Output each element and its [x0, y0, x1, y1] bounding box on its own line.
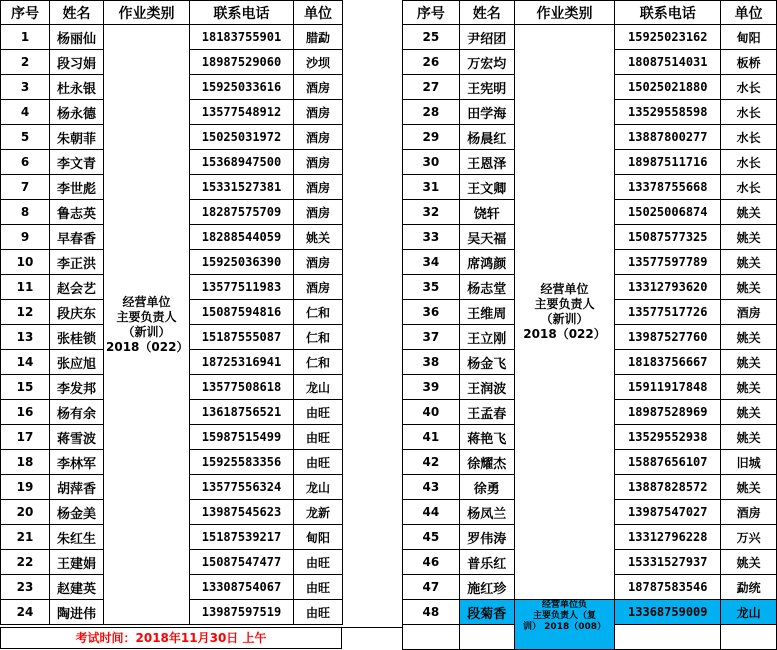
- row-name: 鲁志英: [50, 200, 104, 225]
- header-phone: 联系电话: [190, 1, 294, 25]
- row-unit: 仁和: [294, 350, 343, 375]
- row-unit: 姚关: [721, 375, 777, 400]
- header-category: 作业类别: [514, 1, 615, 25]
- row-name: 李发邦: [50, 375, 104, 400]
- row-unit: 姚关: [721, 425, 777, 450]
- row-unit: 酒房: [294, 150, 343, 175]
- row-phone: 15887656107: [615, 450, 721, 475]
- row-no: 33: [403, 225, 460, 250]
- header-category: 作业类别: [104, 1, 190, 25]
- row-phone: 15187539217: [190, 525, 294, 550]
- row-name: 蒋艳飞: [459, 425, 514, 450]
- row-phone: 15087577325: [615, 225, 721, 250]
- header-unit: 单位: [721, 1, 777, 25]
- row-no: 28: [403, 100, 460, 125]
- header-unit: 单位: [294, 1, 343, 25]
- row-no: 13: [1, 325, 50, 350]
- footer-spacer: [342, 627, 402, 649]
- row-name: 李世彪: [50, 175, 104, 200]
- category-retrain-line3: 训） 2018（008）: [523, 622, 607, 632]
- category-line1: 经营单位: [540, 282, 589, 296]
- category-line1: 经营单位: [122, 294, 171, 309]
- row-name: 朱红生: [50, 525, 104, 550]
- row-no: 29: [403, 125, 460, 150]
- row-unit: 水长: [721, 100, 777, 125]
- row-name: 杨金飞: [459, 350, 514, 375]
- row-name: 吴天福: [459, 225, 514, 250]
- row-phone: 13577556324: [190, 475, 294, 500]
- table-row: [1, 25, 343, 50]
- row-no: 1: [1, 25, 50, 50]
- row-unit: 酒房: [721, 500, 777, 525]
- row-no: 5: [1, 125, 50, 150]
- row-name: 李林军: [50, 450, 104, 475]
- row-phone: 15187555087: [190, 325, 294, 350]
- roster-table-right: [402, 0, 777, 650]
- row-unit: 水长: [721, 150, 777, 175]
- category-line4: 2018（022）: [523, 327, 606, 341]
- row-phone: 13577508618: [190, 375, 294, 400]
- row-unit: 沙坝: [294, 50, 343, 75]
- row-name: 王孟春: [459, 400, 514, 425]
- row-name: 赵会艺: [50, 275, 104, 300]
- row-phone: 15331527381: [190, 175, 294, 200]
- row-no: 12: [1, 300, 50, 325]
- row-name: 王立刚: [459, 325, 514, 350]
- row-unit: 酒房: [294, 75, 343, 100]
- row-phone: 18287575709: [190, 200, 294, 225]
- row-unit: 仁和: [294, 300, 343, 325]
- category-merged-cell: [514, 25, 615, 600]
- row-unit: 龙山: [721, 600, 777, 625]
- row-name: 朱朝菲: [50, 125, 104, 150]
- empty-cell: [403, 625, 460, 650]
- row-no: 20: [1, 500, 50, 525]
- row-phone: 13887800277: [615, 125, 721, 150]
- row-no: 32: [403, 200, 460, 225]
- row-no: 22: [1, 550, 50, 575]
- row-name: 杨永德: [50, 100, 104, 125]
- row-unit: 酒房: [294, 250, 343, 275]
- category-line3: （新训）: [540, 312, 589, 326]
- category-line2: 主要负责人: [534, 297, 595, 311]
- row-unit: 酒房: [721, 300, 777, 325]
- row-phone: 13378755668: [615, 175, 721, 200]
- row-name: 段庆东: [50, 300, 104, 325]
- row-name: 李文青: [50, 150, 104, 175]
- row-no: 14: [1, 350, 50, 375]
- row-phone: 13529558598: [615, 100, 721, 125]
- row-name: 陶进伟: [50, 600, 104, 625]
- row-no: 24: [1, 600, 50, 625]
- row-unit: 姚关: [721, 350, 777, 375]
- row-name: 早春香: [50, 225, 104, 250]
- roster-body-left: [1, 1, 343, 625]
- row-phone: 18987528969: [615, 400, 721, 425]
- row-name: 段菊香: [459, 600, 514, 625]
- row-no: 21: [1, 525, 50, 550]
- row-no: 23: [1, 575, 50, 600]
- row-no: 18: [1, 450, 50, 475]
- row-name: 张桂锁: [50, 325, 104, 350]
- row-phone: 13987547027: [615, 500, 721, 525]
- row-no: 36: [403, 300, 460, 325]
- empty-cell: [721, 625, 777, 650]
- row-no: 45: [403, 525, 460, 550]
- row-name: 杜永银: [50, 75, 104, 100]
- row-unit: 万兴: [721, 525, 777, 550]
- row-phone: 13312793620: [615, 275, 721, 300]
- row-no: 10: [1, 250, 50, 275]
- row-no: 7: [1, 175, 50, 200]
- category-line4: 2018（022）: [106, 339, 189, 354]
- highlight-row: [403, 600, 777, 625]
- row-no: 27: [403, 75, 460, 100]
- row-phone: 15087547477: [190, 550, 294, 575]
- row-name: 万宏均: [459, 50, 514, 75]
- row-no: 35: [403, 275, 460, 300]
- header-name: 姓名: [50, 1, 104, 25]
- category-line3: （新训）: [122, 324, 171, 339]
- header-no: 序号: [1, 1, 50, 25]
- row-phone: 15925583356: [190, 450, 294, 475]
- row-phone: 15087594816: [190, 300, 294, 325]
- row-name: 杨丽仙: [50, 25, 104, 50]
- row-phone: 13312796228: [615, 525, 721, 550]
- row-name: 杨金美: [50, 500, 104, 525]
- row-no: 43: [403, 475, 460, 500]
- row-no: 3: [1, 75, 50, 100]
- row-name: 王建娟: [50, 550, 104, 575]
- row-phone: 18087514031: [615, 50, 721, 75]
- row-unit: 酒房: [294, 200, 343, 225]
- row-phone: 13887828572: [615, 475, 721, 500]
- empty-cell: [459, 625, 514, 650]
- category-line2: 主要负责人: [116, 309, 177, 324]
- row-phone: 13577597789: [615, 250, 721, 275]
- row-no: 8: [1, 200, 50, 225]
- row-name: 张应旭: [50, 350, 104, 375]
- row-name: 尹绍团: [459, 25, 514, 50]
- header-name: 姓名: [459, 1, 514, 25]
- row-unit: 酒房: [294, 275, 343, 300]
- row-name: 田学海: [459, 100, 514, 125]
- row-phone: 15331527937: [615, 550, 721, 575]
- row-unit: 水长: [721, 125, 777, 150]
- row-name: 杨晨红: [459, 125, 514, 150]
- row-phone: 13368759009: [615, 600, 721, 625]
- row-phone: 18183755901: [190, 25, 294, 50]
- row-phone: 13577548912: [190, 100, 294, 125]
- row-unit: 酒房: [294, 100, 343, 125]
- header-phone: 联系电话: [615, 1, 721, 25]
- row-no: 39: [403, 375, 460, 400]
- row-unit: 旧城: [721, 450, 777, 475]
- row-no: 46: [403, 550, 460, 575]
- row-phone: 13577517726: [615, 300, 721, 325]
- row-unit: 由旺: [294, 575, 343, 600]
- row-no: 41: [403, 425, 460, 450]
- category-merged-cell: [104, 25, 190, 625]
- row-name: 王文卿: [459, 175, 514, 200]
- row-name: 罗伟涛: [459, 525, 514, 550]
- row-unit: 姚关: [721, 275, 777, 300]
- row-unit: 腊勐: [294, 25, 343, 50]
- row-no: 9: [1, 225, 50, 250]
- row-no: 31: [403, 175, 460, 200]
- row-unit: 姚关: [721, 325, 777, 350]
- row-unit: 姚关: [721, 400, 777, 425]
- row-phone: 13529552938: [615, 425, 721, 450]
- row-phone: 15987515499: [190, 425, 294, 450]
- row-unit: 由旺: [294, 450, 343, 475]
- row-unit: 由旺: [294, 425, 343, 450]
- header-no: 序号: [403, 1, 460, 25]
- roster-body-right: [403, 1, 777, 650]
- row-no: 37: [403, 325, 460, 350]
- row-name: 赵建英: [50, 575, 104, 600]
- row-phone: 15025021880: [615, 75, 721, 100]
- header-row: [1, 1, 343, 25]
- row-phone: 18288544059: [190, 225, 294, 250]
- row-name: 王宪明: [459, 75, 514, 100]
- row-name: 段习娟: [50, 50, 104, 75]
- row-unit: 姚关: [721, 475, 777, 500]
- row-phone: 15368947500: [190, 150, 294, 175]
- row-unit: 勐统: [721, 575, 777, 600]
- row-name: 蒋雪波: [50, 425, 104, 450]
- row-unit: 酒房: [294, 125, 343, 150]
- row-phone: 18787583546: [615, 575, 721, 600]
- row-unit: 姚关: [721, 200, 777, 225]
- row-phone: 15911917848: [615, 375, 721, 400]
- row-phone: 18987511716: [615, 150, 721, 175]
- row-unit: 甸阳: [294, 525, 343, 550]
- row-no: 30: [403, 150, 460, 175]
- row-phone: 15025006874: [615, 200, 721, 225]
- row-phone: 15025031972: [190, 125, 294, 150]
- row-name: 王恩泽: [459, 150, 514, 175]
- row-name: 普乐红: [459, 550, 514, 575]
- row-unit: 由旺: [294, 600, 343, 625]
- row-no: 19: [1, 475, 50, 500]
- row-phone: 18183756667: [615, 350, 721, 375]
- row-no: 26: [403, 50, 460, 75]
- row-unit: 龙山: [294, 375, 343, 400]
- row-no: 4: [1, 100, 50, 125]
- row-phone: 18725316941: [190, 350, 294, 375]
- header-row: [403, 1, 777, 25]
- row-unit: 板桥: [721, 50, 777, 75]
- row-no: 25: [403, 25, 460, 50]
- row-no: 15: [1, 375, 50, 400]
- row-name: 王润波: [459, 375, 514, 400]
- row-name: 施红珍: [459, 575, 514, 600]
- category-retrain-cell: [514, 600, 615, 650]
- row-name: 杨志堂: [459, 275, 514, 300]
- row-phone: 13618756521: [190, 400, 294, 425]
- row-name: 杨有余: [50, 400, 104, 425]
- row-no: 42: [403, 450, 460, 475]
- row-name: 李正洪: [50, 250, 104, 275]
- row-unit: 龙山: [294, 475, 343, 500]
- row-phone: 13577511983: [190, 275, 294, 300]
- row-phone: 18987529060: [190, 50, 294, 75]
- row-name: 胡萍香: [50, 475, 104, 500]
- row-unit: 姚关: [721, 250, 777, 275]
- row-unit: 姚关: [721, 225, 777, 250]
- category-retrain-line1: 经营单位负: [542, 600, 588, 610]
- row-unit: 龙新: [294, 500, 343, 525]
- row-unit: 酒房: [294, 175, 343, 200]
- row-name: 徐耀杰: [459, 450, 514, 475]
- row-no: 17: [1, 425, 50, 450]
- row-no: 48: [403, 600, 460, 625]
- row-name: 王维周: [459, 300, 514, 325]
- row-phone: 15925033616: [190, 75, 294, 100]
- row-unit: 姚关: [721, 550, 777, 575]
- row-no: 16: [1, 400, 50, 425]
- row-name: 饶轩: [459, 200, 514, 225]
- table-row: [403, 25, 777, 50]
- row-unit: 水长: [721, 75, 777, 100]
- row-no: 44: [403, 500, 460, 525]
- row-unit: 水长: [721, 175, 777, 200]
- row-phone: 13308754067: [190, 575, 294, 600]
- row-name: 徐勇: [459, 475, 514, 500]
- exam-time-note: 考试时间：2018年11月30日 上午: [0, 627, 342, 649]
- row-no: 11: [1, 275, 50, 300]
- row-phone: 13987597519: [190, 600, 294, 625]
- roster-table-left: [0, 0, 343, 625]
- row-unit: 由旺: [294, 400, 343, 425]
- row-no: 40: [403, 400, 460, 425]
- row-no: 47: [403, 575, 460, 600]
- row-phone: 15925023162: [615, 25, 721, 50]
- row-name: 杨凤兰: [459, 500, 514, 525]
- row-no: 38: [403, 350, 460, 375]
- row-no: 34: [403, 250, 460, 275]
- row-unit: 由旺: [294, 550, 343, 575]
- row-phone: 15925036390: [190, 250, 294, 275]
- row-unit: 仁和: [294, 325, 343, 350]
- row-phone: 13987545623: [190, 500, 294, 525]
- row-name: 席鸿颜: [459, 250, 514, 275]
- row-unit: 姚关: [294, 225, 343, 250]
- empty-cell: [615, 625, 721, 650]
- row-unit: 甸阳: [721, 25, 777, 50]
- row-no: 6: [1, 150, 50, 175]
- row-no: 2: [1, 50, 50, 75]
- row-phone: 13987527760: [615, 325, 721, 350]
- category-retrain-line2: 主要负责人（复: [533, 611, 597, 621]
